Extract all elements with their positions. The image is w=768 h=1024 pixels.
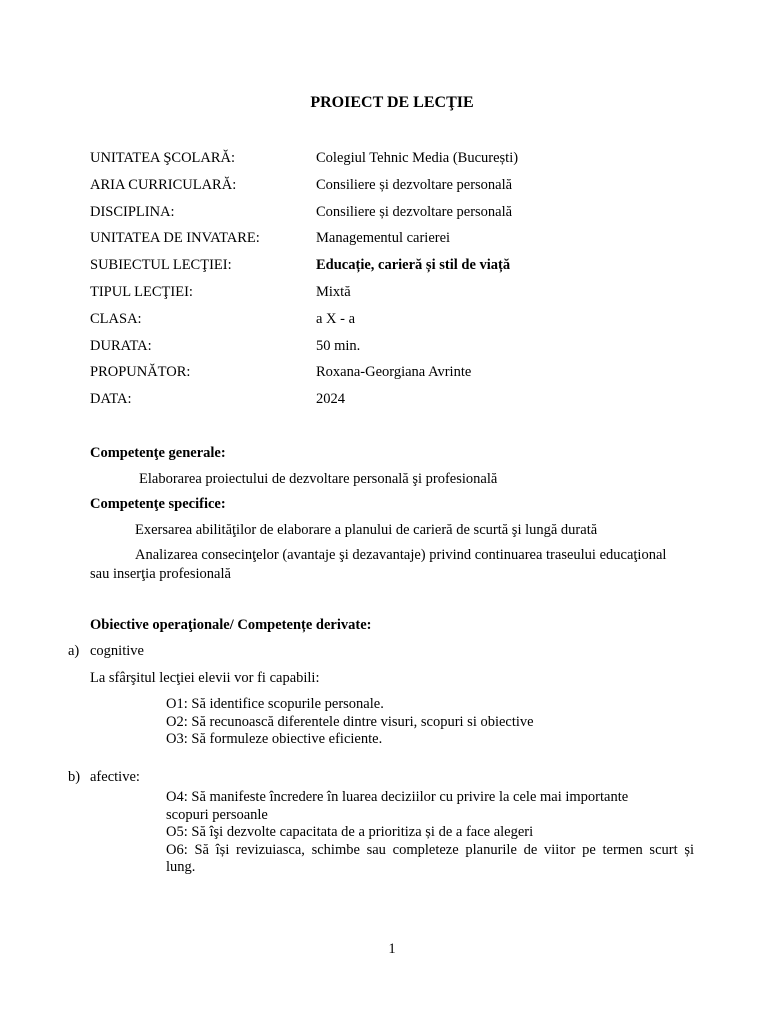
info-label: UNITATEA DE INVATARE: [90,230,260,247]
document-title: PROIECT DE LECŢIE [310,94,474,111]
info-row-proposer [90,362,710,389]
objective-item [166,789,694,807]
info-row-discipline [90,202,710,229]
info-label: ARIA CURRICULARĂ: [90,176,237,193]
info-label: CLASA: [90,310,142,327]
general-competence-text: Elaborarea proiectului de dezvoltare personală şi profesională [139,471,498,487]
specific-competence-2-line-2: sau inserţia profesională [90,566,231,582]
info-label: DURATA: [90,337,152,354]
info-label: DISCIPLINA: [90,203,175,220]
info-value: Roxana-Georgiana Avrinte [316,364,472,381]
info-row-learning-unit [90,228,710,255]
objective-item-continuation: lung. [166,859,196,876]
cognitive-objectives-list [166,696,694,749]
info-value: Consiliere și dezvoltare personală [316,203,513,220]
section-a-label: cognitive [90,643,144,659]
section-b-label: afective: [90,769,140,785]
objective-code: O4 [166,789,184,805]
info-row-date [90,389,710,416]
section-b-marker: b) [68,769,81,785]
info-row-duration [90,336,710,363]
objective-item: O2: Să recunoască diferentele dintre visuri, scopuri si obiective [166,713,534,730]
objective-item: O6: Să își revizuiasca, schimbe sau completeze planurile de viitor pe termen scurt și [166,841,694,858]
info-row-curricular-area [90,175,710,202]
info-label: UNITATEA ŞCOLARĂ: [90,150,236,166]
info-label: SUBIECTUL LECŢIEI: [90,257,232,274]
section-a-marker: a) [68,643,80,659]
info-value: Consiliere și dezvoltare personală [316,176,513,193]
info-row-class [90,309,710,336]
specific-competences-heading: Competenţe specifice: [90,496,226,512]
objective-text: : Să manifeste încredere în luarea deciziilor cu privire la cele mai importante [183,789,629,805]
objective-item: O1: Să identifice scopurile personale. [166,696,384,712]
info-value: Mixtă [316,283,351,300]
info-label: PROPUNĂTOR: [90,364,191,381]
objective-item: O3: Să formuleze obiective eficiente. [166,731,383,748]
lesson-info-table [90,148,710,416]
info-value: Educație, carieră și stil de viață [316,257,511,274]
info-value: a X - a [316,310,356,327]
info-label: DATA: [90,391,132,408]
info-row-school [90,148,710,175]
info-value: 50 min. [316,337,361,354]
info-value: Colegiul Tehnic Media (București) [316,150,519,166]
objective-item: O5: Să îşi dezvolte capacitata de a prioritiza și de a face alegeri [166,824,534,841]
specific-competence-2-line-1: Analizarea consecinţelor (avantaje şi dezavantaje) privind continuarea traseului educaţional [135,547,667,563]
info-label: TIPUL LECŢIEI: [90,283,193,300]
info-row-lesson-type [90,282,710,309]
specific-competence-1: Exersarea abilităţilor de elaborare a planului de carieră de scurtă şi lungă durată [135,522,598,538]
info-value: Managementul carierei [316,230,451,247]
info-row-lesson-subject [90,255,710,282]
page-number: 1 [388,941,396,957]
objective-item-continuation: scopuri persoanle [166,806,268,823]
affective-objectives-list [166,789,694,877]
intro-sentence: La sfârşitul lecţiei elevii vor fi capabili: [90,670,320,686]
info-value: 2024 [316,391,345,408]
objectives-heading: Obiective operaţionale/ Competențe derivate: [90,617,372,633]
general-competences-heading: Competenţe generale: [90,445,226,461]
